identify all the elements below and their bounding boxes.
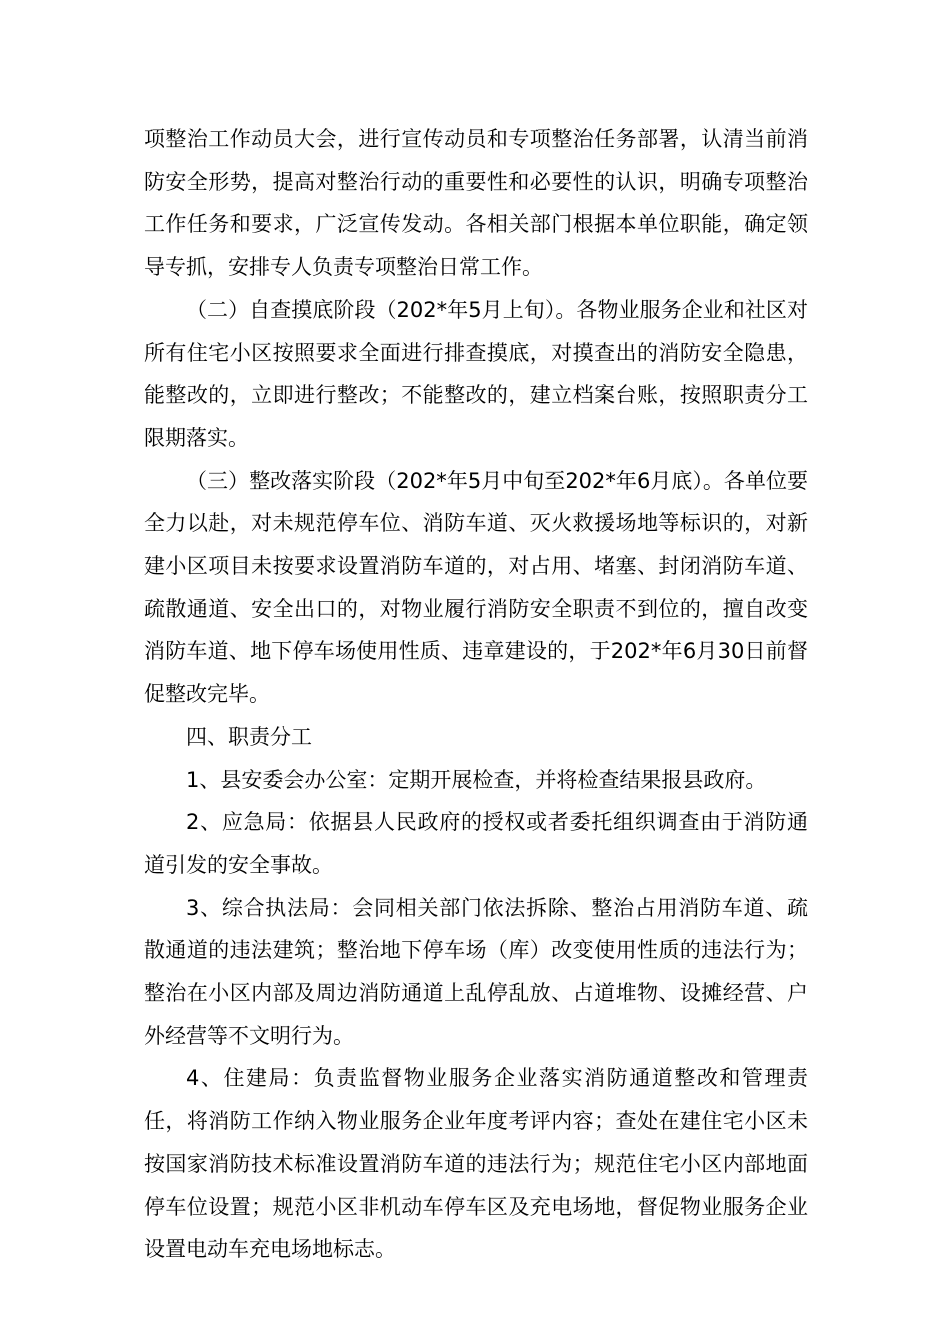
paragraph-mobilization-continued: 项整治工作动员大会，进行宣传动员和专项整治任务部署，认清当前消防安全形势，提高对整治行动的重要性和必要性的认识，明确专项整治工作任务和要求，广泛宣传发动。各相关部门根据本单位职能，确定领导专抓，安排专人负责专项整治日常工作。: [144, 127, 808, 280]
paragraph-safety-committee-office: 1、县安委会办公室：定期开展检查，并将检查结果报县政府。: [186, 767, 767, 792]
paragraph-self-inspection-stage: （二）自查摸底阶段（202*年5月上旬）。各物业服务企业和社区对所有住宅小区按照要求全面进行排查摸底，对摸查出的消防安全隐患，能整改的，立即进行整改；不能整改的，建立档案台账，按照职责分工限期落实。: [144, 297, 808, 450]
document-body: [144, 118, 808, 1271]
paragraph-rectification-stage: （三）整改落实阶段（202*年5月中旬至202*年6月底）。各单位要全力以赴，对未规范停车位、消防车道、灭火救援场地等标识的，对新建小区项目未按要求设置消防车道的，对占用、堵塞、封闭消防车道、疏散通道、安全出口的，对物业履行消防安全职责不到位的，擅自改变消防车道、地下停车场使用性质、违章建设的，于202*年6月30日前督促整改完毕。: [144, 468, 808, 707]
paragraph-law-enforcement-bureau: 3、综合执法局：会同相关部门依法拆除、整治占用消防车道、疏散通道的违法建筑；整治地下停车场（库）改变使用性质的违法行为；整治在小区内部及周边消防通道上乱停乱放、占道堆物、设摊经营、户外经营等不文明行为。: [144, 895, 808, 1048]
paragraph-housing-bureau: 4、住建局：负责监督物业服务企业落实消防通道整改和管理责任，将消防工作纳入物业服务企业年度考评内容；查处在建住宅小区未按国家消防技术标准设置消防车道的违法行为；规范住宅小区内部地面停车位设置；规范小区非机动车停车区及充电场地，督促物业服务企业设置电动车充电场地标志。: [144, 1066, 808, 1262]
section-heading-responsibilities: 四、职责分工: [186, 724, 312, 749]
paragraph-emergency-bureau: 2、应急局：依据县人民政府的授权或者委托组织调查由于消防通道引发的安全事故。: [144, 810, 808, 877]
